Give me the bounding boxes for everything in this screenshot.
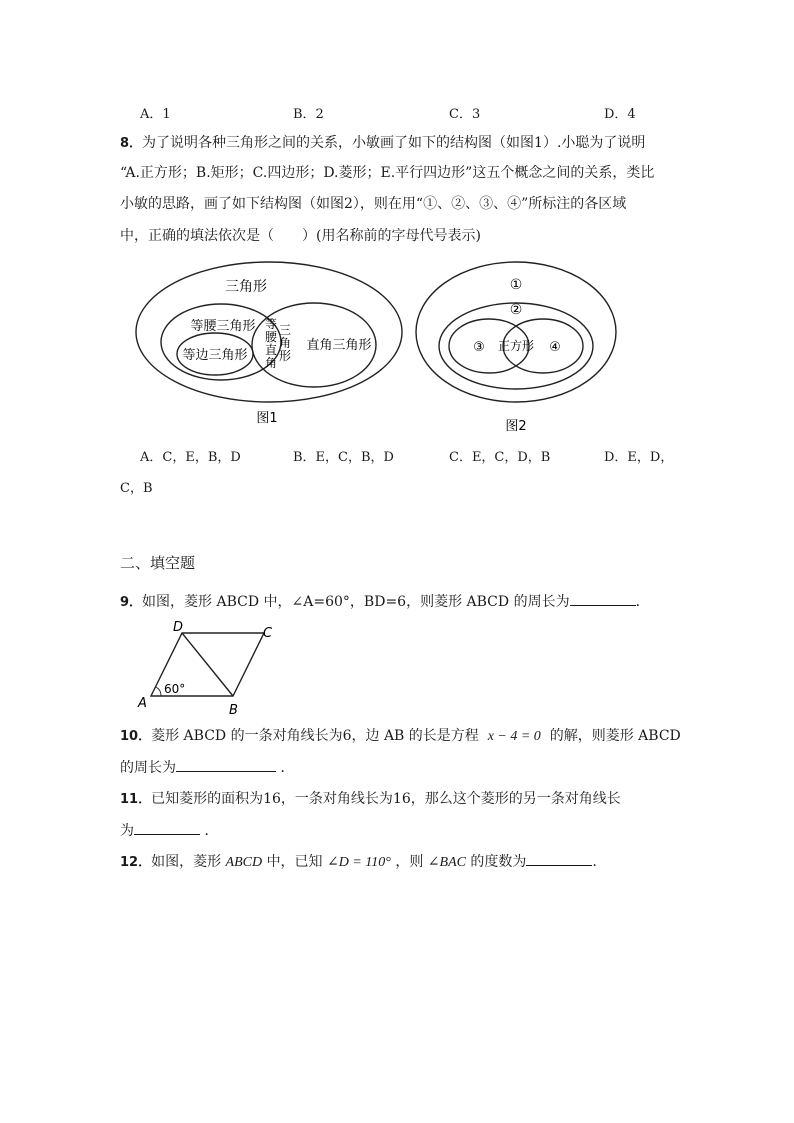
- q11-line1: [120, 789, 621, 810]
- fig1-caption: 图1: [256, 411, 278, 426]
- q8-line1: [120, 133, 645, 154]
- q8-line4: 中，正确的填法依次是（ ）(用名称前的字母代号表示): [120, 228, 481, 244]
- q8-option-d: D．E，D，: [604, 450, 674, 465]
- q11-text-2: 为: [120, 823, 134, 839]
- q7-option-d: D．4: [604, 107, 636, 122]
- q12-math-2: ∠D = 110°: [327, 855, 391, 870]
- q7-option-c: C．3: [449, 107, 481, 122]
- fig1-overlap-6: 角: [278, 336, 292, 350]
- q10-text-2: 的解，则菱形 ABCD: [549, 728, 681, 744]
- q8-figure-2: [412, 258, 622, 438]
- fig1-overlap-7: 形: [278, 349, 292, 363]
- q10-text-1: 菱形 ABCD 的一条对角线长为6，边 AB 的长是方程: [151, 728, 479, 744]
- q11-number: 11．: [120, 792, 152, 807]
- angle-label: 60°: [164, 682, 186, 696]
- q11-text: 已知菱形的面积为16，一条对角线长为16，那么这个菱形的另一条对角线长: [151, 791, 621, 807]
- diagonal-bd: [182, 633, 233, 696]
- q8-option-d-cont: C，B: [120, 481, 153, 496]
- q8-option-a: A．C，E，B，D: [140, 450, 241, 465]
- q10-text-3: 的周长为: [120, 760, 176, 776]
- fig1-label-equilateral: 等边三角形: [182, 348, 248, 363]
- q11-line2: [120, 820, 218, 841]
- q12-text-2: 中，已知: [266, 854, 323, 870]
- q9-end: ．: [635, 594, 650, 610]
- fig1-overlap-3: 直: [264, 343, 278, 357]
- fig2-region-2: ②: [509, 302, 523, 318]
- q11-answer-blank: [134, 820, 200, 835]
- fig1-label-triangle: 三角形: [225, 279, 267, 295]
- section-title: 二、填空题: [120, 554, 196, 572]
- point-c-label: C: [263, 626, 273, 641]
- q12-text-3: ，则: [395, 854, 424, 870]
- q12-text-4: 的度数为: [470, 854, 527, 870]
- fig2-caption: 图2: [505, 419, 527, 434]
- q12-answer-blank: [526, 851, 592, 866]
- q7-option-b: B．2: [293, 107, 324, 122]
- q10-number: 10．: [120, 729, 152, 744]
- q9-text: 如图，菱形 ABCD 中，∠A=60°，BD=6，则菱形 ABCD 的周长为: [142, 594, 570, 610]
- q12-number: 12．: [120, 855, 152, 870]
- q8-figure-1: [134, 260, 404, 430]
- angle-arc: [156, 687, 161, 696]
- q9-figure: [133, 618, 283, 718]
- point-b-label: B: [229, 703, 238, 718]
- q9-number: 9．: [120, 595, 143, 610]
- fig1-overlap-2: 腰: [264, 330, 278, 344]
- point-d-label: D: [173, 620, 184, 635]
- q10-equation: x − 4 = 0: [487, 729, 541, 744]
- q10-end: ．: [280, 760, 295, 776]
- q8-number: 8．: [120, 136, 143, 151]
- q8-option-c: C．E，C，D，B: [449, 450, 551, 465]
- fig2-label-square: 正方形: [497, 339, 535, 353]
- fig2-region-1: ①: [509, 277, 523, 293]
- q8-option-b: B．E，C，B，D: [293, 450, 394, 465]
- fig1-overlap-4: 角: [264, 356, 278, 370]
- point-a-label: A: [138, 696, 147, 711]
- q11-end: ．: [204, 823, 219, 839]
- q12-math-1: ABCD: [225, 855, 263, 870]
- q12-text-1: 如图，菱形: [151, 854, 222, 870]
- q12-end: .: [592, 854, 597, 870]
- q12-math-3: ∠BAC: [427, 855, 466, 870]
- q12-line: [120, 851, 597, 873]
- q9-answer-blank: [570, 591, 636, 606]
- q8-line2: “A.正方形；B.矩形；C.四边形；D.菱形；E.平行四边形”这五个概念之间的关系，类比: [120, 165, 655, 181]
- q7-option-a: A．1: [140, 107, 171, 122]
- fig1-label-right: 直角三角形: [306, 338, 372, 353]
- q8-line3: 小敏的思路，画了如下结构图（如图2），则在用“①、②、③、④”所标注的各区域: [120, 196, 627, 212]
- fig1-overlap-1: 等: [264, 317, 278, 331]
- q9-line: [120, 591, 650, 613]
- fig1-label-isosceles: 等腰三角形: [190, 319, 256, 334]
- fig1-overlap-5: 三: [278, 323, 292, 337]
- q10-line2: [120, 757, 294, 778]
- q8-text-1: 为了说明各种三角形之间的关系，小敏画了如下的结构图（如图1）.小聪为了说明: [142, 135, 646, 151]
- fig2-region-4: ④: [549, 340, 561, 355]
- q10-line1: [120, 726, 681, 747]
- fig2-region-3: ③: [473, 340, 485, 355]
- q10-answer-blank: [176, 757, 276, 772]
